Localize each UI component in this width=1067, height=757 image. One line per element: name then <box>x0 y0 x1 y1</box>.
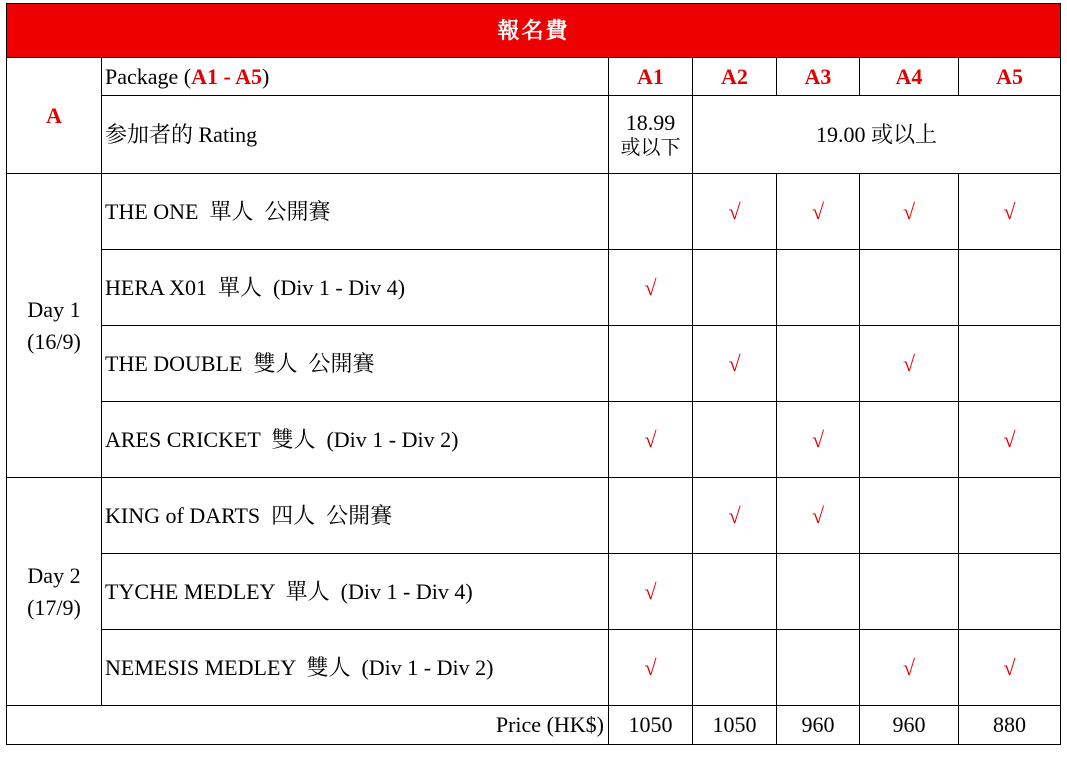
table-row <box>7 326 1061 402</box>
check-mark-icon: √ <box>959 174 1061 250</box>
check-mark-icon <box>860 554 959 630</box>
check-mark-icon: √ <box>860 630 959 706</box>
day-name: Day 1 <box>27 297 81 323</box>
day-label <box>7 174 102 478</box>
day-date: (16/9) <box>27 328 81 354</box>
rating-others: 19.00 或以上 <box>693 96 1061 174</box>
day-name: Day 2 <box>27 563 81 589</box>
check-mark-icon <box>860 250 959 326</box>
check-mark-icon <box>959 478 1061 554</box>
check-mark-icon <box>860 402 959 478</box>
price-a2: 1050 <box>693 706 777 745</box>
check-mark-icon: √ <box>693 478 777 554</box>
check-mark-icon <box>959 250 1061 326</box>
check-mark-icon: √ <box>959 402 1061 478</box>
section-label: A <box>7 58 102 174</box>
package-col-a1: A1 <box>609 58 693 96</box>
check-mark-icon <box>609 326 693 402</box>
check-mark-icon: √ <box>959 630 1061 706</box>
check-mark-icon <box>693 630 777 706</box>
event-name: THE ONE 單人 公開賽 <box>102 174 609 250</box>
event-rows <box>7 174 1061 706</box>
check-mark-icon <box>693 250 777 326</box>
package-col-a3: A3 <box>777 58 860 96</box>
price-a3: 960 <box>777 706 860 745</box>
price-a4: 960 <box>860 706 959 745</box>
check-mark-icon: √ <box>609 402 693 478</box>
check-mark-icon <box>609 174 693 250</box>
check-mark-icon: √ <box>860 326 959 402</box>
table-row <box>7 554 1061 630</box>
event-name: TYCHE MEDLEY 單人 (Div 1 - Div 4) <box>102 554 609 630</box>
check-mark-icon: √ <box>777 402 860 478</box>
check-mark-icon: √ <box>693 326 777 402</box>
table-row <box>7 478 1061 554</box>
event-name: HERA X01 單人 (Div 1 - Div 4) <box>102 250 609 326</box>
check-mark-icon <box>693 554 777 630</box>
table-row <box>7 402 1061 478</box>
check-mark-icon <box>777 250 860 326</box>
day-date: (17/9) <box>27 594 81 620</box>
event-name: THE DOUBLE 雙人 公開賽 <box>102 326 609 402</box>
price-a1: 1050 <box>609 706 693 745</box>
package-col-a4: A4 <box>860 58 959 96</box>
check-mark-icon <box>860 478 959 554</box>
check-mark-icon: √ <box>609 250 693 326</box>
rating-a1: 18.99 或以下 <box>609 96 693 174</box>
package-col-a5: A5 <box>959 58 1061 96</box>
check-mark-icon <box>959 326 1061 402</box>
check-mark-icon <box>777 554 860 630</box>
check-mark-icon <box>693 402 777 478</box>
check-mark-icon <box>959 554 1061 630</box>
check-mark-icon: √ <box>693 174 777 250</box>
event-name: NEMESIS MEDLEY 雙人 (Div 1 - Div 2) <box>102 630 609 706</box>
check-mark-icon: √ <box>609 554 693 630</box>
event-name: KING of DARTS 四人 公開賽 <box>102 478 609 554</box>
check-mark-icon <box>777 326 860 402</box>
table-row <box>7 250 1061 326</box>
registration-fee-table <box>6 3 1061 745</box>
package-label: Package (A1 - A5) <box>102 58 609 96</box>
price-label: Price (HK$) <box>7 706 609 745</box>
event-name: ARES CRICKET 雙人 (Div 1 - Div 2) <box>102 402 609 478</box>
day-label <box>7 478 102 706</box>
check-mark-icon: √ <box>609 630 693 706</box>
check-mark-icon <box>609 478 693 554</box>
check-mark-icon <box>777 630 860 706</box>
check-mark-icon: √ <box>777 174 860 250</box>
check-mark-icon: √ <box>777 478 860 554</box>
table-row <box>7 174 1061 250</box>
check-mark-icon: √ <box>860 174 959 250</box>
table-row <box>7 630 1061 706</box>
rating-label: 参加者的 Rating <box>102 96 609 174</box>
table-title: 報名費 <box>7 4 1061 58</box>
package-col-a2: A2 <box>693 58 777 96</box>
price-a5: 880 <box>959 706 1061 745</box>
